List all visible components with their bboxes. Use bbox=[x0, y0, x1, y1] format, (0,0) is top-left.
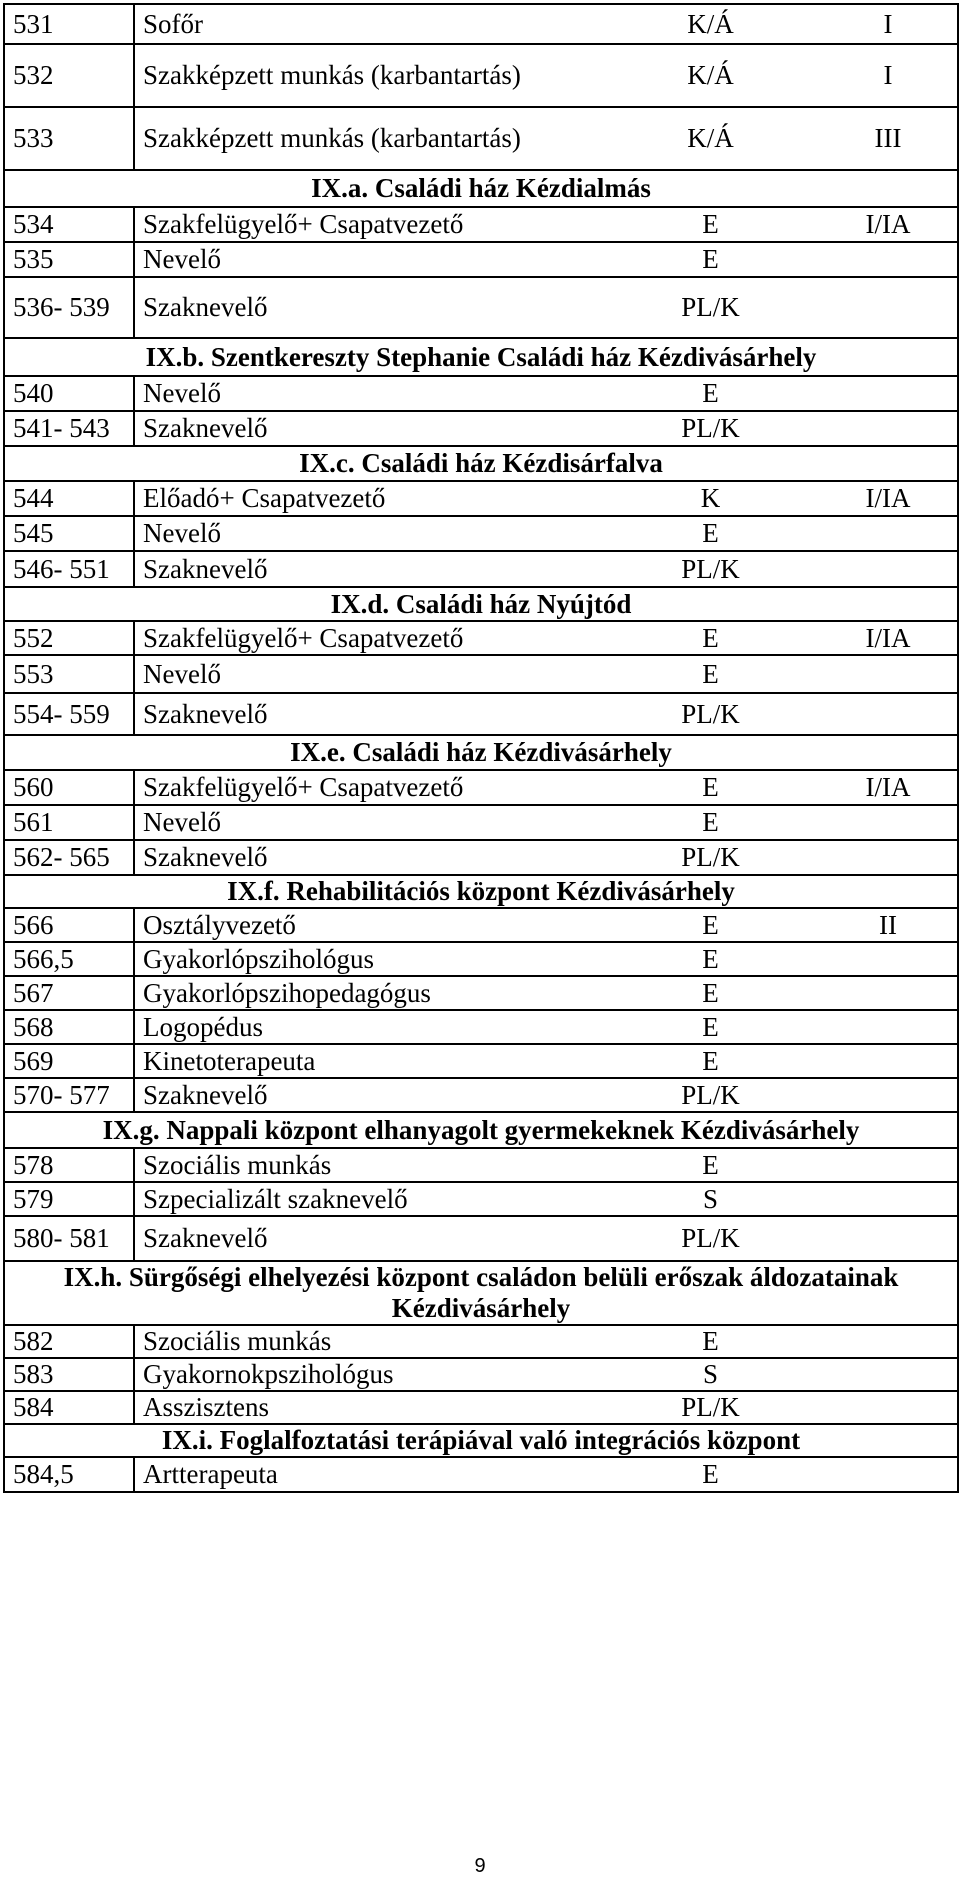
position-number: 561 bbox=[4, 805, 134, 840]
table-row bbox=[4, 107, 958, 170]
position-number: 566 bbox=[4, 908, 134, 942]
position-grade bbox=[810, 693, 958, 735]
position-number: 560 bbox=[4, 770, 134, 805]
position-grade bbox=[810, 1044, 958, 1078]
table-row bbox=[4, 1010, 958, 1044]
position-grade: I bbox=[810, 44, 958, 107]
section-heading: IX.g. Nappali központ elhanyagolt gyermekeknek Kézdivásárhely bbox=[4, 1112, 958, 1148]
position-title: Szakképzett munkás (karbantartás) bbox=[134, 107, 603, 170]
position-title: Szakfelügyelő+ Csapatvezető bbox=[134, 770, 603, 805]
position-grade bbox=[810, 655, 958, 693]
position-title: Szaknevelő bbox=[134, 551, 603, 587]
position-number: 582 bbox=[4, 1325, 134, 1358]
position-category: E bbox=[603, 1457, 810, 1492]
position-grade bbox=[810, 376, 958, 411]
position-grade bbox=[810, 516, 958, 551]
position-title: Szakfelügyelő+ Csapatvezető bbox=[134, 621, 603, 655]
position-grade: III bbox=[810, 107, 958, 170]
section-heading: IX.e. Családi ház Kézdivásárhely bbox=[4, 735, 958, 770]
position-number: 554- 559 bbox=[4, 693, 134, 735]
position-title: Nevelő bbox=[134, 242, 603, 277]
position-category: E bbox=[603, 942, 810, 976]
position-grade: I/IA bbox=[810, 207, 958, 242]
section-row bbox=[4, 735, 958, 770]
position-title: Szaknevelő bbox=[134, 693, 603, 735]
position-title: Nevelő bbox=[134, 376, 603, 411]
position-title: Gyakorlópszihológus bbox=[134, 942, 603, 976]
table-row bbox=[4, 44, 958, 107]
position-title: Szakképzett munkás (karbantartás) bbox=[134, 44, 603, 107]
position-category: E bbox=[603, 1044, 810, 1078]
position-grade bbox=[810, 1148, 958, 1182]
position-category: PL/K bbox=[603, 1078, 810, 1112]
position-title: Szaknevelő bbox=[134, 277, 603, 338]
table-row bbox=[4, 242, 958, 277]
position-number: 532 bbox=[4, 44, 134, 107]
table-row bbox=[4, 1358, 958, 1391]
table-row bbox=[4, 976, 958, 1010]
position-title: Logopédus bbox=[134, 1010, 603, 1044]
table-row bbox=[4, 4, 958, 44]
section-heading: IX.b. Szentkereszty Stephanie Családi ház Kézdivásárhely bbox=[4, 338, 958, 376]
table-row bbox=[4, 805, 958, 840]
position-number: 570- 577 bbox=[4, 1078, 134, 1112]
section-row bbox=[4, 170, 958, 207]
position-title: Sofőr bbox=[134, 4, 603, 44]
table-row bbox=[4, 1182, 958, 1216]
table-row bbox=[4, 840, 958, 875]
table-row bbox=[4, 1078, 958, 1112]
position-title: Osztályvezető bbox=[134, 908, 603, 942]
position-grade: II bbox=[810, 908, 958, 942]
table-row bbox=[4, 942, 958, 976]
position-category: E bbox=[603, 242, 810, 277]
position-category: E bbox=[603, 805, 810, 840]
position-category: PL/K bbox=[603, 411, 810, 446]
position-grade: I bbox=[810, 4, 958, 44]
position-title: Gyakornokpszihológus bbox=[134, 1358, 603, 1391]
table-row bbox=[4, 621, 958, 655]
position-grade bbox=[810, 840, 958, 875]
position-grade bbox=[810, 277, 958, 338]
position-title: Gyakorlópszihopedagógus bbox=[134, 976, 603, 1010]
position-number: 578 bbox=[4, 1148, 134, 1182]
position-grade bbox=[810, 1078, 958, 1112]
position-title: Kinetoterapeuta bbox=[134, 1044, 603, 1078]
position-title: Előadó+ Csapatvezető bbox=[134, 481, 603, 516]
position-category: E bbox=[603, 976, 810, 1010]
position-category: E bbox=[603, 1325, 810, 1358]
position-category: PL/K bbox=[603, 551, 810, 587]
position-title: Szaknevelő bbox=[134, 840, 603, 875]
section-heading: IX.a. Családi ház Kézdialmás bbox=[4, 170, 958, 207]
position-title: Szociális munkás bbox=[134, 1148, 603, 1182]
section-row bbox=[4, 1261, 958, 1325]
position-title: Nevelő bbox=[134, 805, 603, 840]
position-grade bbox=[810, 1182, 958, 1216]
position-title: Nevelő bbox=[134, 516, 603, 551]
section-row bbox=[4, 338, 958, 376]
position-title: Szaknevelő bbox=[134, 1078, 603, 1112]
section-row bbox=[4, 875, 958, 908]
position-category: PL/K bbox=[603, 1391, 810, 1424]
position-title: Szaknevelő bbox=[134, 1216, 603, 1261]
table-row bbox=[4, 1044, 958, 1078]
table-row bbox=[4, 411, 958, 446]
position-number: 531 bbox=[4, 4, 134, 44]
table-row bbox=[4, 908, 958, 942]
position-number: 562- 565 bbox=[4, 840, 134, 875]
position-number: 579 bbox=[4, 1182, 134, 1216]
position-category: S bbox=[603, 1358, 810, 1391]
position-category: E bbox=[603, 516, 810, 551]
position-category: E bbox=[603, 1148, 810, 1182]
position-category: PL/K bbox=[603, 1216, 810, 1261]
position-title: Artterapeuta bbox=[134, 1457, 603, 1492]
position-category: PL/K bbox=[603, 277, 810, 338]
section-heading: IX.c. Családi ház Kézdisárfalva bbox=[4, 446, 958, 481]
staff-positions-table bbox=[3, 3, 959, 1493]
table-row bbox=[4, 516, 958, 551]
position-grade bbox=[810, 805, 958, 840]
position-category: E bbox=[603, 621, 810, 655]
position-number: 534 bbox=[4, 207, 134, 242]
section-heading: IX.f. Rehabilitációs központ Kézdivásárhely bbox=[4, 875, 958, 908]
position-number: 568 bbox=[4, 1010, 134, 1044]
position-category: K/Á bbox=[603, 107, 810, 170]
position-number: 584,5 bbox=[4, 1457, 134, 1492]
position-grade bbox=[810, 1358, 958, 1391]
section-row bbox=[4, 446, 958, 481]
table-row bbox=[4, 1325, 958, 1358]
position-category: E bbox=[603, 207, 810, 242]
section-heading: IX.i. Foglalfoztatási terápiával való integrációs központ bbox=[4, 1424, 958, 1457]
position-grade bbox=[810, 1010, 958, 1044]
page-number: 9 bbox=[474, 1855, 486, 1877]
position-category: S bbox=[603, 1182, 810, 1216]
position-number: 552 bbox=[4, 621, 134, 655]
position-grade: I/IA bbox=[810, 621, 958, 655]
position-category: E bbox=[603, 770, 810, 805]
position-title: Szpecializált szaknevelő bbox=[134, 1182, 603, 1216]
position-grade bbox=[810, 976, 958, 1010]
position-number: 584 bbox=[4, 1391, 134, 1424]
position-number: 545 bbox=[4, 516, 134, 551]
position-category: PL/K bbox=[603, 693, 810, 735]
table-row bbox=[4, 551, 958, 587]
position-number: 546- 551 bbox=[4, 551, 134, 587]
position-grade bbox=[810, 242, 958, 277]
section-row bbox=[4, 1112, 958, 1148]
position-category: E bbox=[603, 908, 810, 942]
position-title: Szociális munkás bbox=[134, 1325, 603, 1358]
position-category: K bbox=[603, 481, 810, 516]
table-row bbox=[4, 1391, 958, 1424]
position-category: K/Á bbox=[603, 4, 810, 44]
position-grade bbox=[810, 411, 958, 446]
position-number: 569 bbox=[4, 1044, 134, 1078]
section-row bbox=[4, 1424, 958, 1457]
table-row bbox=[4, 1148, 958, 1182]
position-title: Asszisztens bbox=[134, 1391, 603, 1424]
position-number: 544 bbox=[4, 481, 134, 516]
position-number: 553 bbox=[4, 655, 134, 693]
position-title: Nevelő bbox=[134, 655, 603, 693]
section-heading: IX.d. Családi ház Nyújtód bbox=[4, 587, 958, 621]
position-grade bbox=[810, 551, 958, 587]
position-number: 536- 539 bbox=[4, 277, 134, 338]
table-row bbox=[4, 207, 958, 242]
table-row bbox=[4, 376, 958, 411]
table-row bbox=[4, 1216, 958, 1261]
table-row bbox=[4, 655, 958, 693]
position-number: 567 bbox=[4, 976, 134, 1010]
position-title: Szaknevelő bbox=[134, 411, 603, 446]
position-title: Szakfelügyelő+ Csapatvezető bbox=[134, 207, 603, 242]
position-number: 533 bbox=[4, 107, 134, 170]
position-grade bbox=[810, 942, 958, 976]
position-number: 541- 543 bbox=[4, 411, 134, 446]
table-row bbox=[4, 1457, 958, 1492]
position-grade bbox=[810, 1325, 958, 1358]
position-grade: I/IA bbox=[810, 481, 958, 516]
position-category: K/Á bbox=[603, 44, 810, 107]
position-grade bbox=[810, 1216, 958, 1261]
position-grade bbox=[810, 1457, 958, 1492]
position-category: E bbox=[603, 655, 810, 693]
position-number: 535 bbox=[4, 242, 134, 277]
position-number: 583 bbox=[4, 1358, 134, 1391]
position-category: E bbox=[603, 376, 810, 411]
position-number: 540 bbox=[4, 376, 134, 411]
position-category: E bbox=[603, 1010, 810, 1044]
position-grade: I/IA bbox=[810, 770, 958, 805]
position-number: 580- 581 bbox=[4, 1216, 134, 1261]
section-heading: IX.h. Sürgőségi elhelyezési központ családon belüli erőszak áldozatainak Kézdivásárhely bbox=[4, 1261, 958, 1325]
table-row bbox=[4, 770, 958, 805]
table-row bbox=[4, 277, 958, 338]
table-row bbox=[4, 481, 958, 516]
table-row bbox=[4, 693, 958, 735]
position-grade bbox=[810, 1391, 958, 1424]
position-number: 566,5 bbox=[4, 942, 134, 976]
section-row bbox=[4, 587, 958, 621]
position-category: PL/K bbox=[603, 840, 810, 875]
